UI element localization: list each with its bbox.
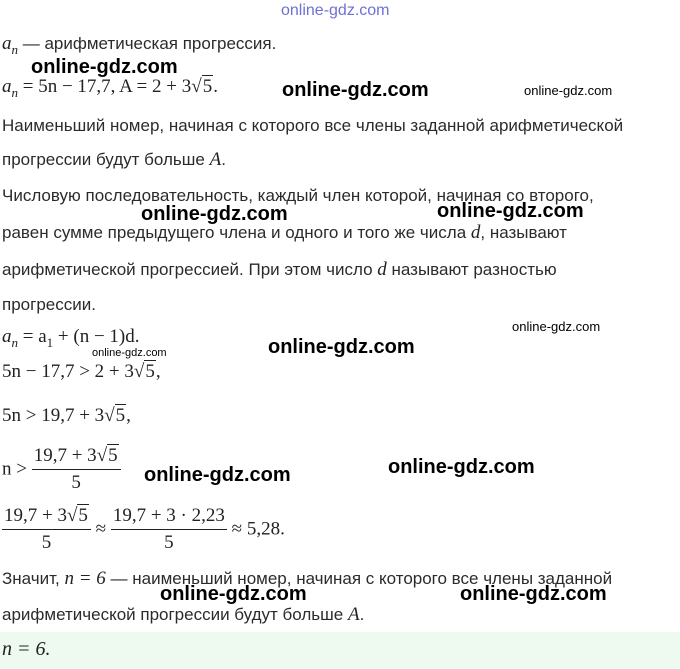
general-term-formula: $a_n = a_1 + (n - 1)d$.	[2, 326, 140, 350]
line-definition: $a_n$ — арифметическая прогрессия.	[2, 33, 277, 57]
watermark-1: online-gdz.com	[31, 56, 178, 78]
inequality-3: n > $\frac{19,7 + 3√5}{5}$	[2, 445, 121, 494]
paragraph-question-line1: Наименьший номер, начиная с которого все члены заданной арифметической	[2, 116, 624, 135]
paragraph-definition-line4: прогрессии.	[2, 295, 96, 314]
conclusion-line2: арифметической прогрессии будут больше A.	[2, 604, 365, 625]
watermark-6: online-gdz.com	[512, 319, 601, 334]
watermark-9: online-gdz.com	[144, 464, 291, 486]
inequality-1: 5n − 17,7 > 2 + 3√5,	[2, 361, 161, 382]
watermark-11: online-gdz.com	[160, 583, 307, 605]
paragraph-definition-line1: Числовую последовательность, каждый член которой, начиная со второго,	[2, 186, 594, 205]
watermark-12: online-gdz.com	[460, 583, 607, 605]
answer-box	[0, 632, 680, 669]
answer: n = 6.	[2, 638, 51, 660]
given-formula: $a_n = 5n - 17,7$, A = 2 + 3√5.	[2, 76, 218, 100]
approximation: $\frac{19,7 + 3√5}{5}$ ≈ $\frac{19,7 + 3 \cdot 2,23}{5}$ ≈ 5,28.	[4, 505, 285, 553]
paragraph-definition-line2: равен сумме предыдущего члена и одного и того же числа d, называют	[2, 222, 567, 243]
watermark-7: online-gdz.com	[268, 336, 415, 358]
paragraph-question-line2: прогрессии будут больше A.	[2, 149, 226, 170]
watermark-8: online-gdz.com	[92, 347, 167, 359]
paragraph-definition-line3: арифметической прогрессией. При этом число d называют разностью	[2, 259, 557, 280]
inequality-2: 5n > 19,7 + 3√5,	[2, 405, 131, 426]
watermark-10: online-gdz.com	[388, 456, 535, 478]
top-watermark: online-gdz.com	[281, 2, 390, 19]
conclusion-line1: Значит, n = 6 — наименьший номер, начиная с которого все члены заданной	[2, 568, 613, 589]
watermark-3: online-gdz.com	[524, 83, 613, 98]
watermark-5: online-gdz.com	[437, 200, 584, 222]
watermark-2: online-gdz.com	[282, 79, 429, 101]
watermark-4: online-gdz.com	[141, 203, 288, 225]
